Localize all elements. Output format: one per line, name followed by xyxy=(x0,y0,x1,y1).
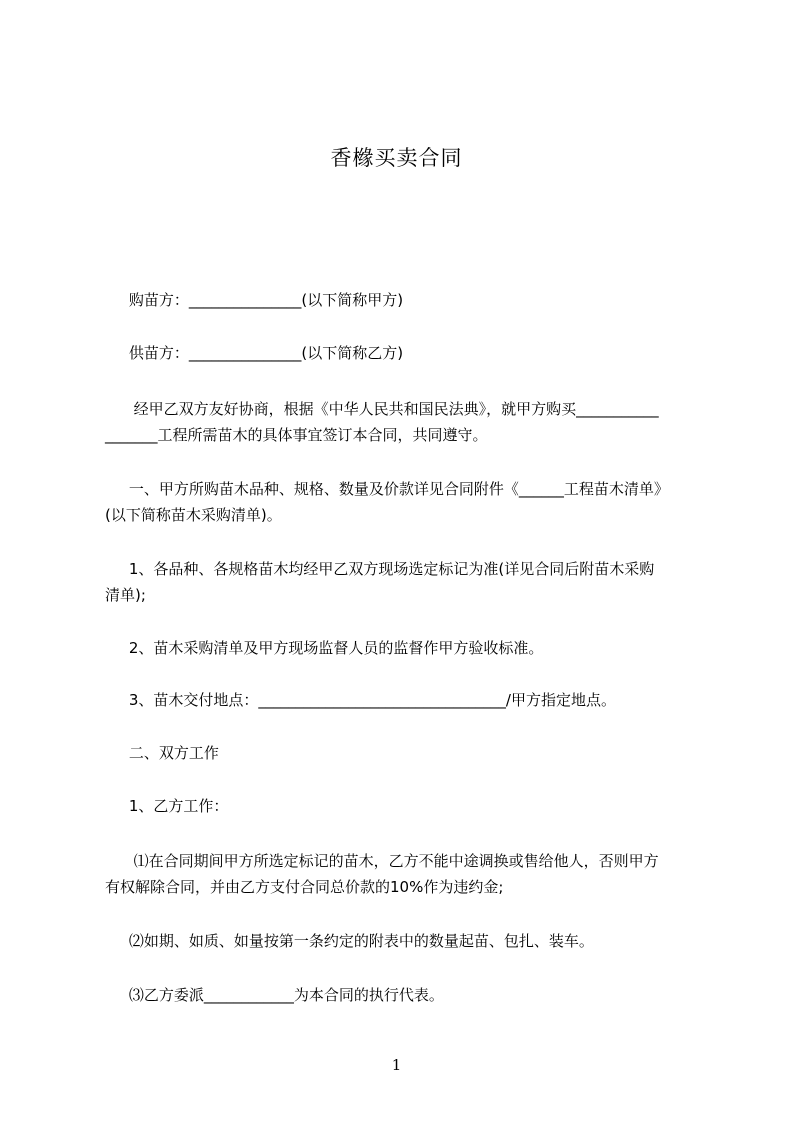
item-3-line: 3、苗木交付地点：_________________________________/甲方指定地点。 xyxy=(105,691,616,709)
page-number: 1 xyxy=(391,1056,402,1074)
clause-1-line-1: ⑴在合同期间甲方所选定标记的苗木，乙方不能中途调换或售给他人，否则甲方 xyxy=(105,852,659,870)
buyer-line: 购苗方：_______________(以下简称甲方) xyxy=(105,291,404,309)
article-1-line-1: 一、甲方所购苗木品种、规格、数量及价款详见合同附件《______工程苗木清单》 xyxy=(105,480,669,498)
clause-1-line-2: 有权解除合同，并由乙方支付合同总价款的10%作为违约金; xyxy=(105,878,504,896)
item-1-line-2: 清单); xyxy=(105,586,146,604)
item-2-line: 2、苗木采购清单及甲方现场监督人员的监督作甲方验收标准。 xyxy=(105,639,544,657)
article-1-line-2: (以下简称苗木采购清单)。 xyxy=(105,506,282,524)
document-title: 香橼买卖合同 xyxy=(330,146,463,170)
clause-2-line: ⑵如期、如质、如量按第一条约定的附表中的数量起苗、包扎、装车。 xyxy=(105,932,594,950)
intro-paragraph-line-2: _______工程所需苗木的具体事宜签订本合同，共同遵守。 xyxy=(105,426,488,444)
article-2-heading: 二、双方工作 xyxy=(105,744,219,762)
item-1-line-1: 1、各品种、各规格苗木均经甲乙双方现场选定标记为准(详见合同后附苗木采购 xyxy=(105,560,655,578)
supplier-line: 供苗方：_______________(以下简称乙方) xyxy=(105,344,404,362)
subsection-1-heading: 1、乙方工作： xyxy=(105,797,229,815)
clause-3-line: ⑶乙方委派____________为本合同的执行代表。 xyxy=(105,986,444,1004)
intro-paragraph-line-1: 经甲乙双方友好协商，根据《中华人民共和国民法典》，就甲方购买___________ xyxy=(105,400,659,418)
